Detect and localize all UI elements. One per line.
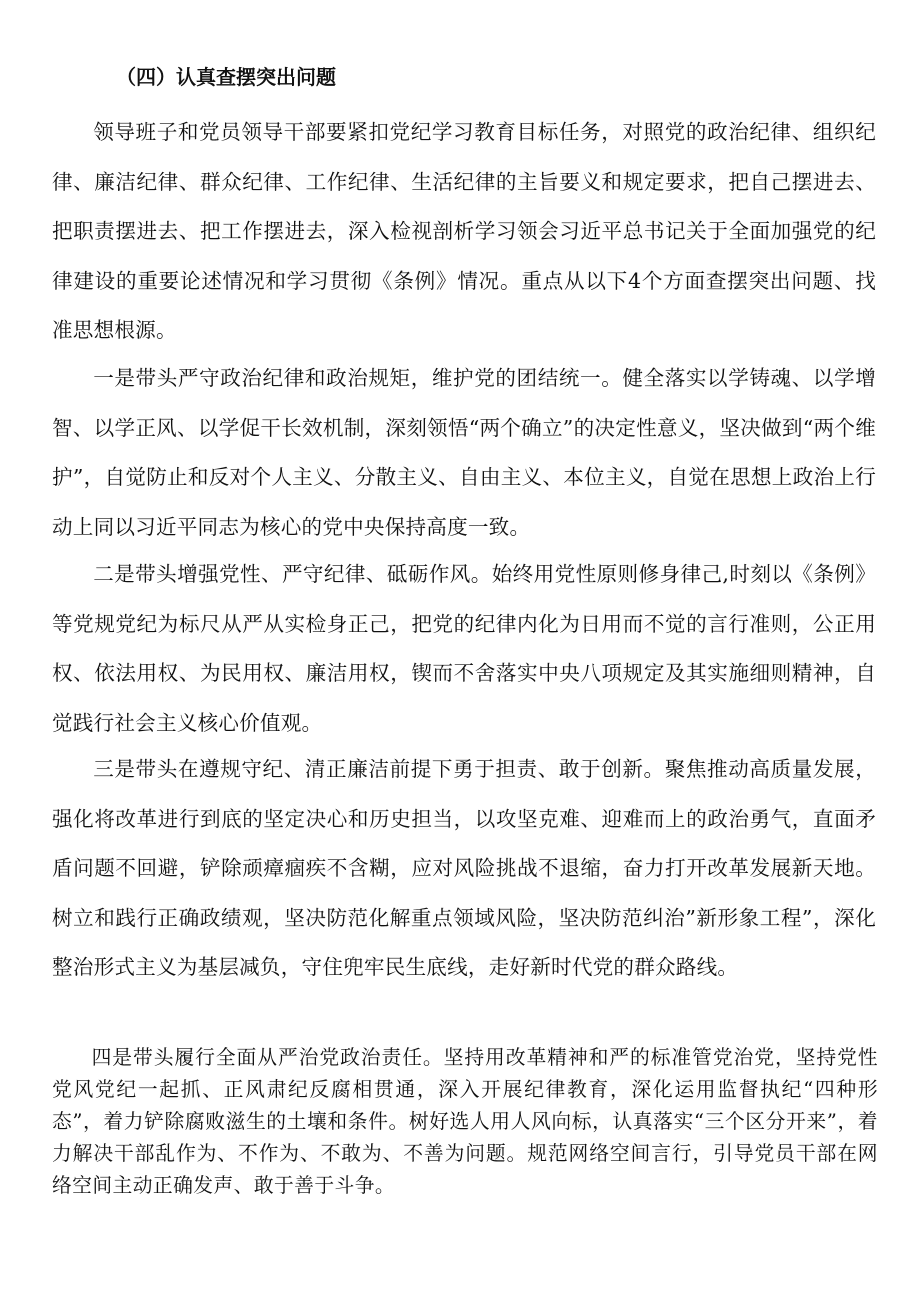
paragraph-intro: 领导班子和党员领导干部要紧扣党纪学习教育目标任务，对照党的政治纪律、组织纪律、廉洁纪律、群众纪律、工作纪律、生活纪律的主旨要义和规定要求，把自己摆进去、把职责摆进去、把工作摆进去，深入检视剖析学习领会习近平总书记关于全面加强党的纪律建设的重要论述情况和学习贯彻《条例》情况。重点从以下4个方面查摆突出问题、找准思想根源。 (52, 120, 876, 342)
paragraph-point-one: 一是带头严守政治纪律和政治规矩，维护党的团结统一。健全落实以学铸魂、以学增智、以学正风、以学促干长效机制，深刻领悟“两个确立”的决定性意义，坚决做到“两个维护”，自觉防止和反对个人主义、分散主义、自由主义、本位主义，自觉在思想上政治上行动上同以习近平同志为核心的党中央保持高度一致。 (52, 366, 876, 539)
paragraph-point-two: 二是带头增强党性、严守纪律、砥砺作风。始终用党性原则修身律己,时刻以《条例》等党规党纪为标尺从严从实检身正己，把党的纪律内化为日用而不觉的言行准则，公正用权、依法用权、为民用权、廉洁用权，锲而不舍落实中央八项规定及其实施细则精神，自觉践行社会主义核心价值观。 (52, 562, 876, 735)
section-heading: （四）认真查摆突出问题 (116, 65, 336, 89)
paragraph-point-four: 四是带头履行全面从严治党政治责任。坚持用改革精神和严的标准管党治党，坚持党性党风党纪一起抓、正风肃纪反腐相贯通，深入开展纪律教育，深化运用监督执纪“四种形态”，着力铲除腐败滋生的土壤和条件。树好选人用人风向标，认真落实“三个区分开来”，着力解决干部乱作为、不作为、不敢为、不善为问题。规范网络空间言行，引导党员干部在网络空间主动正确发声、敢于善于斗争。 (52, 1046, 878, 1197)
paragraph-point-three: 三是带头在遵规守纪、清正廉洁前提下勇于担责、敢于创新。聚焦推动高质量发展，强化将改革进行到底的坚定决心和历史担当，以攻坚克难、迎难而上的政治勇气，直面矛盾问题不回避，铲除顽瘴痼疾不含糊，应对风险挑战不退缩，奋力打开改革发展新天地。树立和践行正确政绩观，坚决防范化解重点领域风险，坚决防范纠治”新形象工程”，深化整治形式主义为基层减负，守住兜牢民生底线，走好新时代党的群众路线。 (52, 757, 876, 979)
